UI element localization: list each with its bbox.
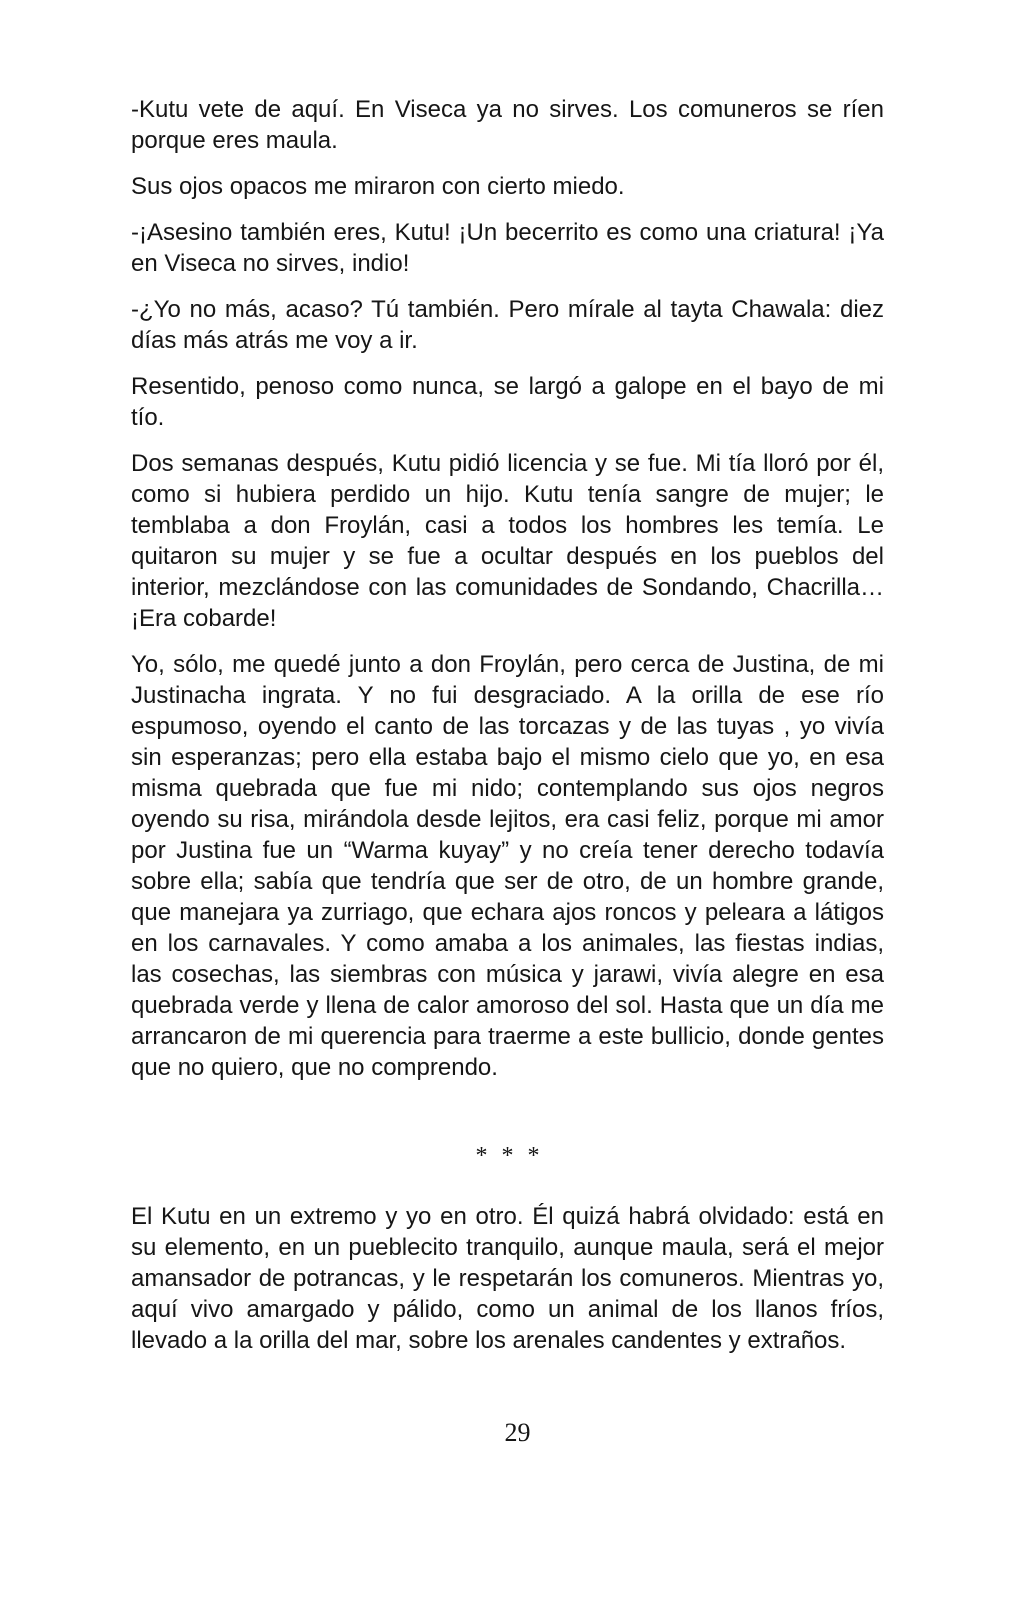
paragraph: Yo, sólo, me quedé junto a don Froylán, pero cerca de Justina, de mi Justinacha ingrata. Y no fui desgraciado. A la orilla de ese río espumoso, oyendo el canto de las torcazas y de las tuyas , yo vivía sin esperanzas; pero ella estaba bajo el mismo cielo que yo, en esa misma quebrada que fue mi nido; contemplando sus ojos negros oyendo su risa, mirándola desde lejitos, era casi feliz, porque mi amor por Justina fue un “Warma kuyay” y no creía tener derecho todavía sobre ella; sabía que tendría que ser de otro, de un hombre grande, que manejara ya zurriago, que echara ajos roncos y pelearа a látigos en los carnavales. Y como amaba a los animales, las fiestas indias, las cosechas, las siembras con música y jarawi, vivía alegre en esa quebrada verde y llena de calor amoroso del sol. Hasta que un día me arrancaron de mi querencia para traerme a este bullicio, donde gentes que no quiero, que no comprendo. <box>131 651 884 1081</box>
section-separator: * * * <box>475 1143 544 1169</box>
paragraph: Dos semanas después, Kutu pidió licencia y se fue. Mi tía lloró por él, como si hubiera perdido un hijo. Kutu tenía sangre de mujer; le temblaba a don Froylán, casi a todos los hombres les temía. Le quitaron su mujer y se fue a ocultar después en los pueblos del interior, mezclándose con las comunidades de Sondando, Chacrilla… ¡Era cobarde! <box>131 450 884 632</box>
paragraph: Sus ojos opacos me miraron con cierto miedo. <box>131 173 625 200</box>
paragraph: -¡Asesino también eres, Kutu! ¡Un becerrito es como una criatura! ¡Ya en Viseca no sirves, indio! <box>131 219 884 277</box>
paragraph: -Kutu vete de aquí. En Viseca ya no sirves. Los comuneros se ríen porque eres maula. <box>131 96 884 154</box>
page-number: 29 <box>504 1418 531 1447</box>
page-body <box>131 94 884 1371</box>
paragraph: Resentido, penoso como nunca, se largó a galope en el bayo de mi tío. <box>131 373 884 431</box>
paragraph: El Kutu en un extremo y yo en otro. Él quizá habrá olvidado: está en su elemento, en un pueblecito tranquilo, aunque maula, será el mejor amansador de potrancas, y le respetarán los comuneros. Mientras yo, aquí vivo amargado y pálido, como un animal de los llanos fríos, llevado a la orilla del mar, sobre los arenales candentes y extraños. <box>131 1203 884 1354</box>
paragraph: -¿Yo no más, acaso? Tú también. Pero mírale al tayta Chawala: diez días más atrás me voy a ir. <box>131 296 884 354</box>
